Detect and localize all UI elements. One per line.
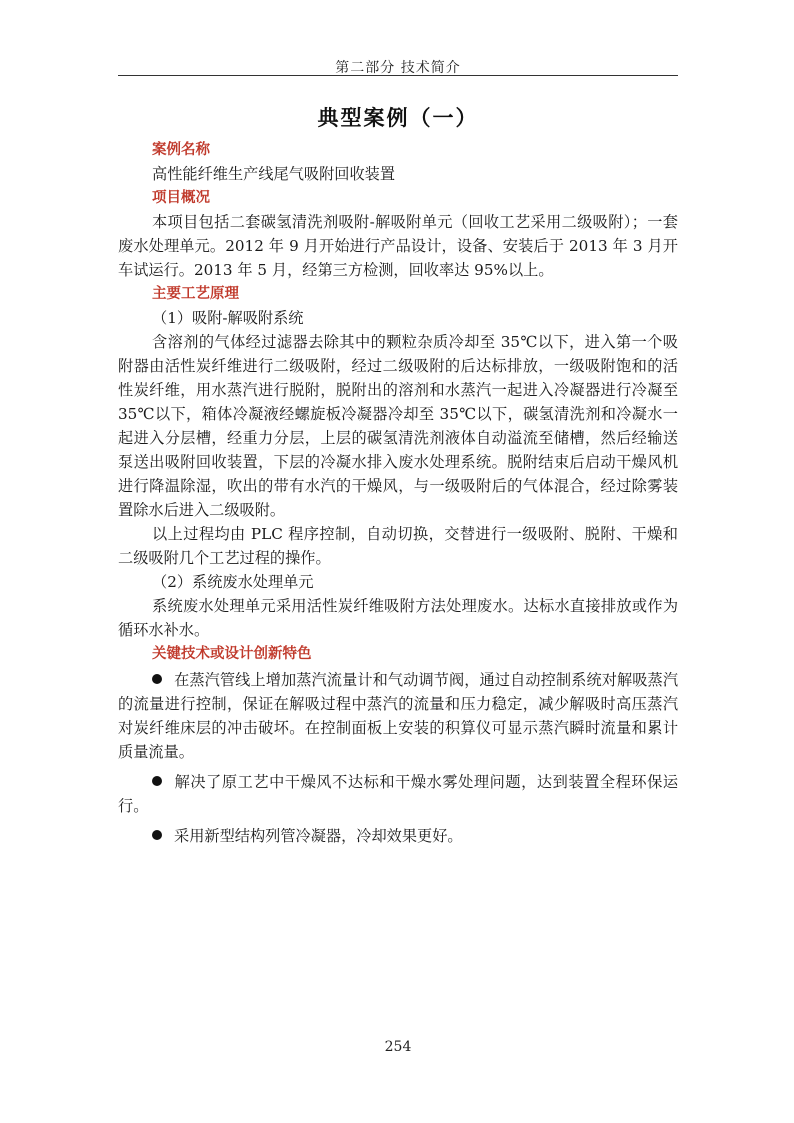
case-name-text: 高性能纤维生产线尾气吸附回收装置 [152, 165, 395, 183]
innovation-bullet-item [118, 668, 678, 764]
page-number: 254 [384, 1039, 412, 1055]
overview-paragraph: 本项目包括二套碳氢清洗剂吸附-解吸附单元（回收工艺采用二级吸附）；一套废水处理单元。2012 年 9 月开始进行产品设计，设备、安装后于 2013 年 3 月开车试运行。2013 年 5 月，经第三方检测，回收率达 95%以上。 [118, 213, 678, 279]
header-divider [118, 75, 678, 76]
wastewater-paragraph: 系统废水处理单元采用活性炭纤维吸附方法处理废水。达标水直接排放或作为循环水补水。 [118, 597, 678, 639]
subsection-title-wastewater: （2）系统废水处理单元 [152, 573, 314, 591]
innovation-bullet-item [118, 824, 678, 848]
section-heading-principle: 主要工艺原理 [152, 286, 239, 302]
running-header: 第二部分 技术简介 [335, 60, 461, 76]
adsorption-paragraph-1: 含溶剂的气体经过滤器去除其中的颗粒杂质冷却至 35℃以下，进入第一个吸附器由活性炭纤维进行二级吸附，经过二级吸附的后达标排放，一级吸附饱和的活性炭纤维，用水蒸汽进行脱附，脱附出的溶剂和水蒸汽一起进入冷凝器进行冷凝至 35℃以下，箱体冷凝液经螺旋板冷凝器冷却至 35℃以下，碳氢清洗剂和冷凝水一起进入分层槽，经重力分层，上层的碳氢清洗剂液体自动溢流至储槽，然后经输送泵送出吸附回收装置，下层的冷凝水排入废水处理系统。脱附结束后启动干燥风机进行降温除湿，吹出的带有水汽的干燥风，与一级吸附后的气体混合，经过除雾装置除水后进入二级吸附。 [118, 333, 678, 519]
bullet-dot-icon [152, 830, 162, 840]
document-body [118, 138, 678, 854]
bullet-dot-icon [152, 674, 162, 684]
innovation-bullet-text: 采用新型结构列管冷凝器，冷却效果更好。 [174, 827, 463, 845]
section-heading-innovation: 关键技术或设计创新特色 [152, 646, 312, 662]
section-heading-case-name: 案例名称 [152, 142, 210, 158]
innovation-bullet-text: 在蒸汽管线上增加蒸汽流量计和气动调节阀，通过自动控制系统对解吸蒸汽的流量进行控制，保证在解吸过程中蒸汽的流量和压力稳定，减少解吸时高压蒸汽对炭纤维床层的冲击破坏。在控制面板上安装的积算仪可显示蒸汽瞬时流量和累计质量流量。 [118, 671, 678, 761]
innovation-bullet-text: 解决了原工艺中干燥风不达标和干燥水雾处理问题，达到装置全程环保运行。 [118, 773, 678, 815]
subsection-title-adsorption: （1）吸附-解吸附系统 [152, 309, 304, 327]
bullet-dot-icon [152, 776, 162, 786]
adsorption-paragraph-2: 以上过程均由 PLC 程序控制，自动切换，交替进行一级吸附、脱附、干燥和二级吸附几个工艺过程的操作。 [118, 525, 678, 567]
section-heading-overview: 项目概况 [152, 190, 210, 206]
innovation-bullet-item [118, 770, 678, 818]
page-title: 典型案例（一） [317, 106, 479, 130]
